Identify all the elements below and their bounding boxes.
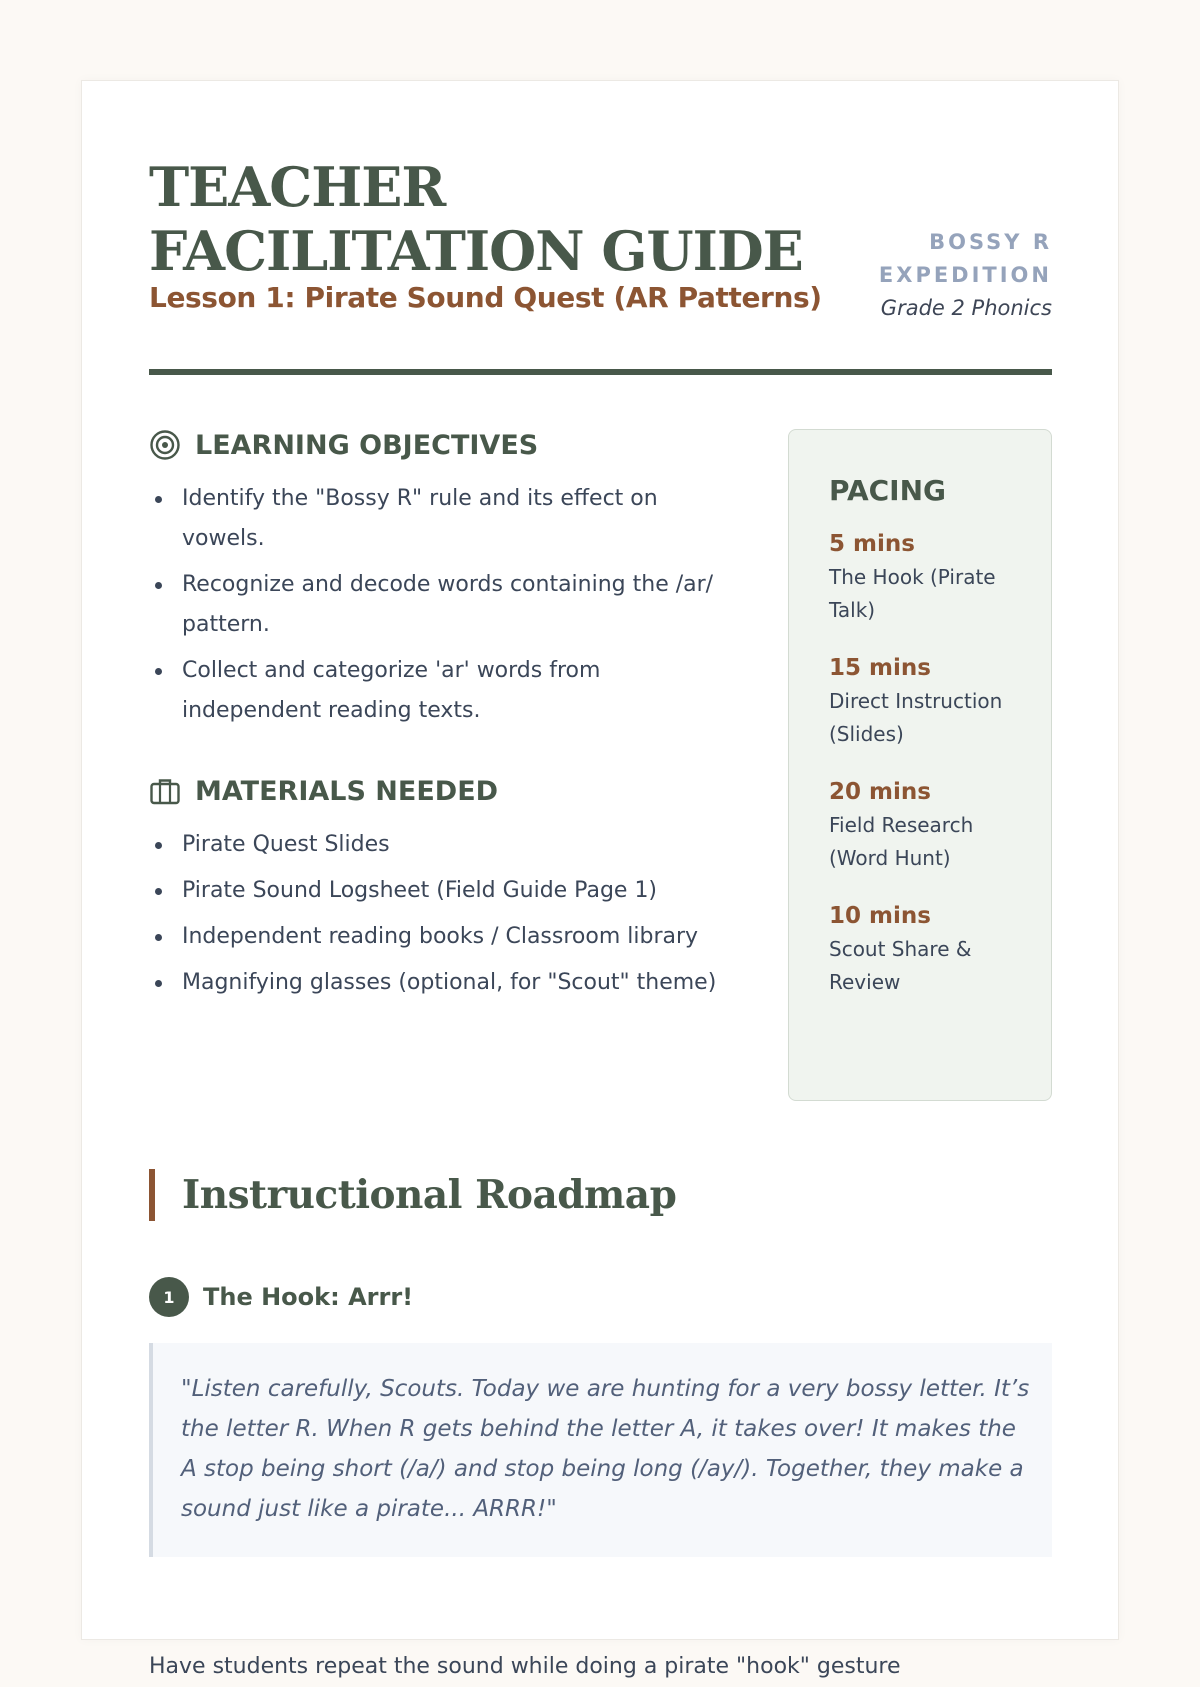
grade-label: Grade 2 Phonics — [880, 296, 1052, 320]
program-name: BOSSY R EXPEDITION — [878, 230, 1052, 287]
list-item: Pirate Sound Logsheet (Field Guide Page 1) — [182, 871, 742, 911]
pacing-desc: Direct Instruction (Slides) — [829, 689, 1003, 746]
briefcase-icon — [149, 775, 181, 807]
objectives-list — [149, 479, 742, 737]
step-instruction: Have students repeat the sound while doing a pirate "hook" gesture — [149, 1654, 901, 1679]
roadmap-header — [149, 1169, 676, 1221]
pacing-desc: Field Research (Word Hunt) — [829, 813, 974, 870]
objectives-header — [149, 427, 538, 463]
list-item: Collect and categorize 'ar' words from independent reading texts. — [182, 651, 742, 731]
page-title — [149, 155, 803, 283]
lesson-subtitle: Lesson 1: Pirate Sound Quest (AR Patterns) — [149, 281, 822, 314]
pacing-item — [829, 901, 1027, 999]
pacing-time: 15 mins — [829, 655, 931, 681]
materials-list — [149, 825, 742, 1009]
pacing-desc: The Hook (Pirate Talk) — [829, 565, 996, 622]
pacing-item — [829, 777, 1027, 875]
program-info — [852, 226, 1052, 320]
title-line-2: FACILITATION GUIDE — [149, 219, 803, 283]
pacing-item — [829, 529, 1027, 627]
pacing-time: 10 mins — [829, 903, 931, 929]
materials-heading: MATERIALS NEEDED — [195, 775, 499, 807]
step-number-badge: 1 — [149, 1277, 189, 1317]
step-title: The Hook: Arrr! — [203, 1283, 414, 1311]
title-line-1: TEACHER — [149, 155, 446, 219]
list-item: Independent reading books / Classroom library — [182, 917, 742, 957]
list-item: Magnifying glasses (optional, for "Scout" theme) — [182, 963, 742, 1003]
header-divider — [149, 369, 1052, 375]
pacing-time: 20 mins — [829, 779, 931, 805]
pacing-desc: Scout Share & Review — [829, 937, 972, 994]
guide-page — [81, 80, 1119, 1679]
accent-bar — [149, 1169, 155, 1221]
list-item: Identify the "Bossy R" rule and its effect on vowels. — [182, 479, 742, 559]
list-item: Pirate Quest Slides — [182, 825, 742, 865]
pacing-time: 5 mins — [829, 531, 915, 557]
pacing-item — [829, 653, 1027, 751]
target-icon — [149, 429, 181, 461]
teacher-script-quote: "Listen carefully, Scouts. Today we are hunting for a very bossy letter. It’s the letter R. When R gets behind the letter A, it takes over! It makes the A stop being short (/a/) and stop being long (/ay/). Together, they make a sound just like a pirate... ARRR!" — [149, 1343, 1052, 1557]
roadmap-step — [149, 1277, 413, 1317]
materials-header — [149, 773, 498, 809]
pacing-panel — [788, 429, 1052, 1101]
pacing-heading: PACING — [829, 474, 947, 507]
objectives-heading: LEARNING OBJECTIVES — [195, 429, 539, 461]
roadmap-heading: Instructional Roadmap — [182, 1172, 677, 1218]
list-item: Recognize and decode words containing the /ar/ pattern. — [182, 565, 742, 645]
